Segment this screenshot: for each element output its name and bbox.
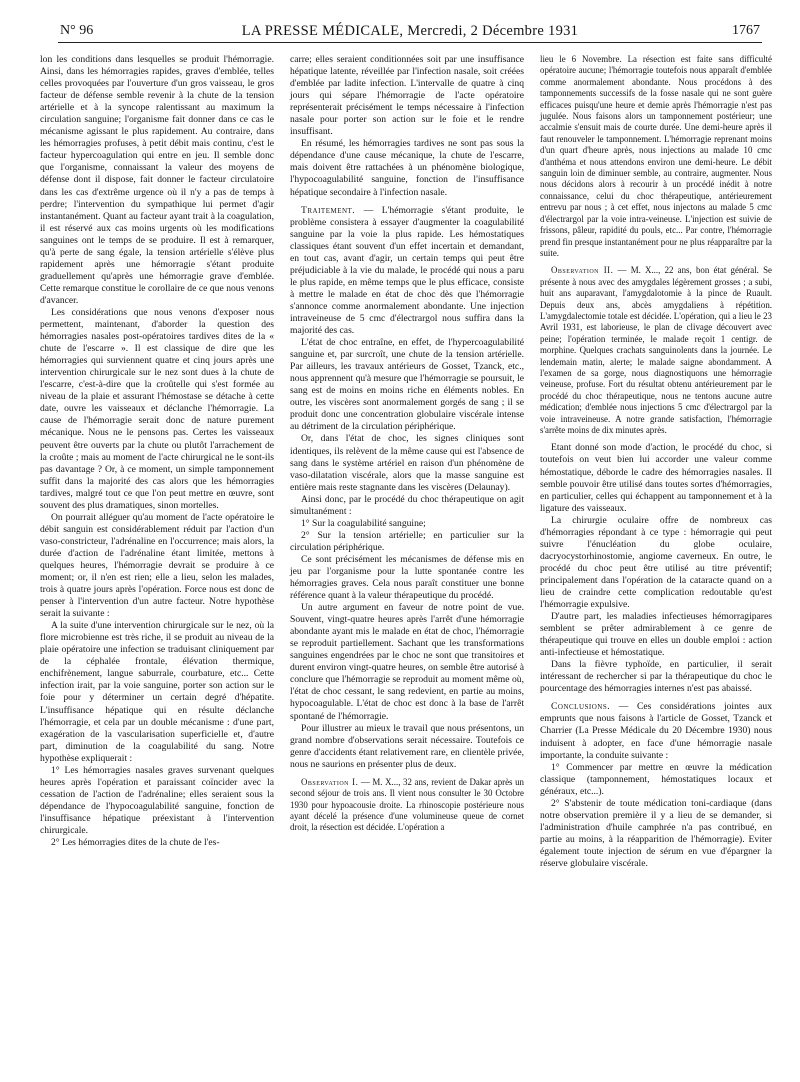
issue-number: N° 96 [60, 23, 94, 38]
paragraph-text: Pour illustrer au mieux le travail que nous présentons, un grand nombre d'observations serait nécessaire. Toutefois ce genre d'accidents étant relativement rare, en clientèle privée, nous ne saurions en présenter plus de deux. [290, 722, 524, 770]
paragraph [540, 515, 772, 611]
paragraph [40, 837, 274, 849]
paragraph-text: On pourrait alléguer qu'au moment de l'acte opératoire le débit sanguin est considérablement réduit par l'action d'un vaso-constricteur, l'adrénaline en l'occurrence; mais alors, la durée d'action de l'adrénaline étant limitée, mettons à quelques heures, l'hémorragie devrait se produire à ce moment; or, il n'en est rien; elle a lieu, selon les malades, trois à quatre jours après l'opération. Force nous est donc de penser à l'intervention d'un autre facteur. Notre hypothèse serait la suivante : [40, 511, 274, 620]
paragraph-text: 2° S'abstenir de toute médication toni-cardiaque (dans notre observation première il y a lieu de se demander, si l'administration d'huile camphrée n'a pas contribué, en partie au moins, à la réapparition de l'hémorragie). Eviter également toute injection de sérum en vue d'épargner la réserve globulaire viscérale. [540, 797, 772, 869]
paragraph-text: Ainsi donc, par le procédé du choc thérapeutique on agit simultanément : [290, 493, 524, 517]
paragraph [540, 265, 772, 436]
paragraph-text: A la suite d'une intervention chirurgicale sur le nez, où la flore microbienne est très riche, il se produit au niveau de la plaie opératoire une infection se traduisant cliniquement par de la céphalée frontale, élévation thermique, enchifrènement, langue saburrale, courbature, etc... Cette infection irait, par la voie sanguine, porter son action sur le foie pour y déterminer un certain degré d'hépatite. L'insuffisance hépatique qui en résulte déclanche l'hémorragie, et cela par un double mécanisme : d'une part, exagération de la vascularisation superficielle et, d'autre part, diminution de la coagulabilité du sang. Notre hypothèse expliquerait : [40, 620, 274, 764]
paragraph [40, 765, 274, 837]
paragraph [540, 762, 772, 798]
text-column-2 [290, 54, 524, 834]
paragraph-text: 1° Commencer par mettre en œuvre la médication classique (tamponnement, hémostatiques locaux et généraux, etc...). [540, 761, 772, 797]
paragraph [540, 701, 772, 761]
paragraph-text: 1° Les hémorragies nasales graves survenant quelques heures après l'opération et paraissant coïncider avec la cessation de l'action de l'adrénaline; elles seraient sous la dépendance de l'hypocoagulabilité sanguine, fonction de l'insuffisance hépatique préexistant à l'intervention chirurgicale. [40, 764, 274, 836]
paragraph-text: — Ces considérations jointes aux emprunts que nous faisons à l'article de Gosset, Tzanck et Charrier (La Presse Médicale du 20 Décembre 1930) nous induisent à adopter, en face d'une hémorragie nasale importante, la conduite suivante : [540, 701, 772, 761]
paragraph-text: L'état de choc entraîne, en effet, de l'hypercoagulabilité sanguine et, par surcroît, une chute de la tension artérielle. Par ailleurs, les travaux antérieurs de Gosset, Tzanck, etc., nous apprennent qu'à mesure que l'hémorragie se poursuit, le sang est de moins en moins riche en éléments nobles. En outre, les viscères sont anormalement gorgés de sang ; il se produit donc une concentration globulaire viscérale intense au détriment de la circulation périphérique. [290, 337, 524, 433]
paragraph-text: La chirurgie oculaire offre de nombreux cas d'hémorragies répondant à ce type : hémorragie qui peut suivre l'énucléation du globe oculaire, dacryocystorhinostomie, angiome caverneux. En outre, le procédé du choc peut être utilisé au titre préventif; principalement dans l'opération de la cataracte quand on a lieu de craindre cette complication redoutable qu'est l'hémorragie expulsive. [540, 514, 772, 611]
section-lead: Conclusions. [551, 701, 611, 713]
paragraph [540, 659, 772, 695]
paragraph-text: lon les conditions dans lesquelles se produit l'hémorragie. Ainsi, dans les hémorragies rapides, graves d'emblée, telles celles provoquées par l'ouverture d'un gros vaisseau, le gros facteur de défense semble revenir à la chute de la tension artérielle et à la syncope ralentissant au maximum la circulation sanguine; l'organisme fait donner dans ce cas le mécanisme agissant le plus rapidement. Au contraire, dans les hémorragies profuses, à petit débit mais continu, c'est le facteur hypercoagulation qui entre en jeu. Il semble donc que l'organisme, connaissant la valeur des moyens de défense dont il dispose, fait donner le facteur circulatoire dans les cas d'extrême urgence où il n'y a pas de temps à perdre; l'intervention du sympathique lui permet d'agir instantanément. Quant au facteur ayant trait à la coagulation, il est réservé aux cas moins urgents où les modifications sanguines ont le temps de se produire. Il est à remarquer, qu'à perte de sang égale, la tension artérielle s'élève plus rapidement après une hémorragie s'étant produite graduellement qu'après une hémorragie grave d'emblée. Cette remarque constitue le corollaire de ce que nous venons d'avancer. [40, 54, 274, 306]
paragraph [290, 723, 524, 771]
paragraph-text: En résumé, les hémorragies tardives ne sont pas sous la dépendance d'une cause mécanique, la chute de l'escarre, mais doivent être rattachées à un phénomène biologique, l'hypocoagulabilité sanguine, fonction de l'insuffisance hépatique secondaire à l'infection nasale. [290, 138, 524, 198]
paragraph [290, 602, 524, 722]
paragraph [290, 337, 524, 433]
paragraph [290, 554, 524, 602]
paragraph-text: Or, dans l'état de choc, les signes cliniques sont identiques, ils relèvent de la même cause qui est l'absence de sang dans le système artériel en raison d'un phénomène de vaso-dilatation viscérale, alors que la masse sanguine est entière mais reste stagnante dans les viscères (Delaunay). [290, 433, 524, 493]
paragraph-text: Dans la fièvre typhoïde, en particulier, il serait intéressant de rechercher si par la thérapeutique du choc le pourcentage des hémorragies internes n'est pas abaissé. [540, 659, 772, 695]
page-number: 1767 [732, 23, 760, 38]
paragraph-text: 1° Sur la coagulabilité sanguine; [301, 517, 426, 529]
paragraph [40, 307, 274, 512]
paragraph-text: — M. X..., 32 ans, revient de Dakar après un second séjour de trois ans. Il vient nous consulter le 30 Octobre 1930 pour hypoacousie droite. La rhinoscopie postérieure nous ayant décelé la présence d'une volumineuse queue de cornet droit, la résection est décidée. L'opération a [290, 776, 524, 833]
section-lead: Observation I. [301, 776, 359, 787]
paragraph-text: Un autre argument en faveur de notre point de vue. Souvent, vingt-quatre heures après l'arrêt d'une hémorragie abondante ayant mis le malade en état de choc, l'hémorragie se reproduit partiellement. Sachant que les transformations sanguines engendrées par le choc ne sont que transitoires et durent environ vingt-quatre heures, on semble être autorisé à conclure que l'hémorragie se reproduit au moment même où, l'état de choc cessant, le sang redevient, en partie au moins, hypocoagulable. L'état de choc est donc à la base de l'arrêt spontané de l'hémorragie. [290, 602, 524, 722]
text-column-3 [540, 54, 772, 870]
paragraph [290, 530, 524, 554]
paragraph [540, 54, 772, 259]
paragraph [290, 205, 524, 338]
page-header [58, 22, 762, 43]
section-lead: Observation II. [551, 265, 614, 276]
paragraph [290, 518, 524, 530]
section-lead: Traitement. [301, 204, 356, 216]
text-column-1 [40, 54, 274, 849]
paragraph-text: — M. X..., 22 ans, bon état général. Se présente à nous avec des amygdales légèrement grosses ; a subi, huit ans auparavant, l'amygdalotomie à la pince de Ruault. Depuis deux ans, abcès amygdaliens à répétition. L'amygdalectomie totale est décidée. L'opération, qui a lieu le 23 Avril 1931, est laborieuse, le plan de clivage découvert avec peine; l'opération terminée, le malade reçoit 1 centigr. de morphine. Quelques crachats sanguinolents dans la journée. Le lendemain matin, alerte; le malade saigne abondamment. A l'examen de sa gorge, nous diagnostiquons une hémorragie veineuse, profuse. Fort du résultat obtenu antérieurement par le procédé du choc thérapeutique, nous ne tentons aucune autre médication; d'emblée nous injections 5 cmc d'électrargol par la voie intraveineuse. A notre grande satisfaction, l'hémorragie s'arrête moins de dix minutes après. [540, 265, 772, 435]
paragraph-text: carre; elles seraient conditionnées soit par une insuffisance hépatique latente, réveillée par l'infection nasale, soit créées d'emblée par ladite infection. L'intervalle de quatre à cinq jours qui sépare l'hémorragie de l'acte opératoire représenterait précisément le temps nécessaire à l'infection nasale pour porter son action sur le foie et le rendre insuffisant. [290, 54, 524, 138]
paragraph [40, 54, 274, 307]
paragraph-text: Les considérations que nous venons d'exposer nous permettent, maintenant, d'aborder la question des hémorragies nasales post-opératoires tardives dites de la « chute de l'escarre ». Il est classique de dire que les hémorragies qui surviennent quatre et cinq jours après une intervention chirurgicale sur le nez sont dues à la chute de l'escarre, c'est-à-dire que la croûtelle qui s'est formée au niveau de la plaie et assurant l'hémostase se détache à cette date, ouvre les vaisseaux et déclanche l'hémorragie. La cause de l'hémorragie serait donc de nature purement mécanique. Nous ne le pensons pas. Certes les vaisseaux peuvent être ouverts par la chute ou plutôt l'arrachement de la croûte ; mais au moment de l'acte chirurgical ne le sont-ils pas davantage ? Or, à ce moment, un simple tamponnement suffit dans la majorité des cas alors que les hémorragies tardives, malgré tout ce que l'on peut mettre en œuvre, sont souvent des plus dramatiques, sinon mortelles. [40, 306, 274, 511]
paragraph [540, 611, 772, 659]
paragraph [290, 433, 524, 493]
paragraph [540, 798, 772, 870]
paragraph-text: 2° Les hémorragies dites de la chute de l'es- [51, 837, 220, 849]
paragraph [40, 512, 274, 620]
paragraph-text: 2° Sur la tension artérielle; en particulier sur la circulation périphérique. [290, 529, 524, 553]
paragraph [290, 494, 524, 518]
journal-title: LA PRESSE MÉDICALE, Mercredi, 2 Décembre 1931 [241, 23, 579, 39]
paragraph-text: lieu le 6 Novembre. La résection est faite sans difficulté opératoire aucune; l'hémorragie toutefois nous apparaît d'emblée comme anormalement abondante. Nous procédons à des tamponnements successifs de la fosse nasale qui ne sont guère efficaces puisqu'une heure et demie après l'hémorragie n'est pas jugulée. Nous faisons alors un tamponnement postérieur; une accalmie s'ensuit mais de courte durée. Une demi-heure après il faut renouveler le tamponnement. L'hémorragie reprenant moins d'un quart d'heure après, nous injections au malade 10 cmc d'anthéma et nous attendons environ une demi-heure. Le débit sanguin loin de diminuer semble, au contraire, augmenter. Nous nous décidons alors à recourir à un procédé inédit à notre connaissance, celui du choc thérapeutique, antérieurement entrevu par nous ; à cet effet, nous injectons au malade 5 cmc d'électrargol par la voie intra-veineuse. L'injection est suivie de frissons, pâleur, rapidité du pouls, etc... Par contre, l'hémorragie prend fin presque instantanément pour ne plus réapparaître par la suite. [540, 54, 772, 258]
paragraph [540, 442, 772, 514]
paragraph-text: D'autre part, les maladies infectieuses hémorragipares semblent se prêter admirablement à ce genre de thérapeutique qui trouve en elles un double emploi : action anti-infectieuse et hémostatique. [540, 611, 772, 659]
paragraph-text: Ce sont précisément les mécanismes de défense mis en jeu par l'organisme pour la lutte spontanée contre les hémorragies graves. Cela nous paraît constituer une bonne référence quant à la valeur thérapeutique du procédé. [290, 553, 524, 602]
paragraph-text: Etant donné son mode d'action, le procédé du choc, si toutefois on veut bien lui accorder une valeur comme hémostatique, déborde le cadre des hémorragies nasales. Il semble pouvoir être utilisé dans toutes sortes d'hémorragies, en particulier, celles qui échappent au tamponnement et à la ligature des vaisseaux. [540, 442, 772, 514]
paragraph [290, 54, 524, 138]
paragraph [290, 777, 524, 834]
paragraph-text: — L'hémorragie s'étant produite, le problème consistera à essayer d'augmenter la coagulabilité sanguine par la voie la plus rapide. Les hémostatiques classiques étant souvent d'un effet incertain et demandant, en tout cas, avant d'agir, un certain temps qui peut être préjudiciable à la vie du malade, le procédé qui nous a paru le plus rapide, en même temps que le plus efficace, consiste à mettre le malade en état de choc dès que l'hémorragie s'annonce comme anormalement abondante. Une injection intraveineuse de 5 cmc d'électrargol nous suffira dans la majorité des cas. [290, 204, 524, 337]
paragraph [290, 138, 524, 198]
paragraph [40, 620, 274, 765]
